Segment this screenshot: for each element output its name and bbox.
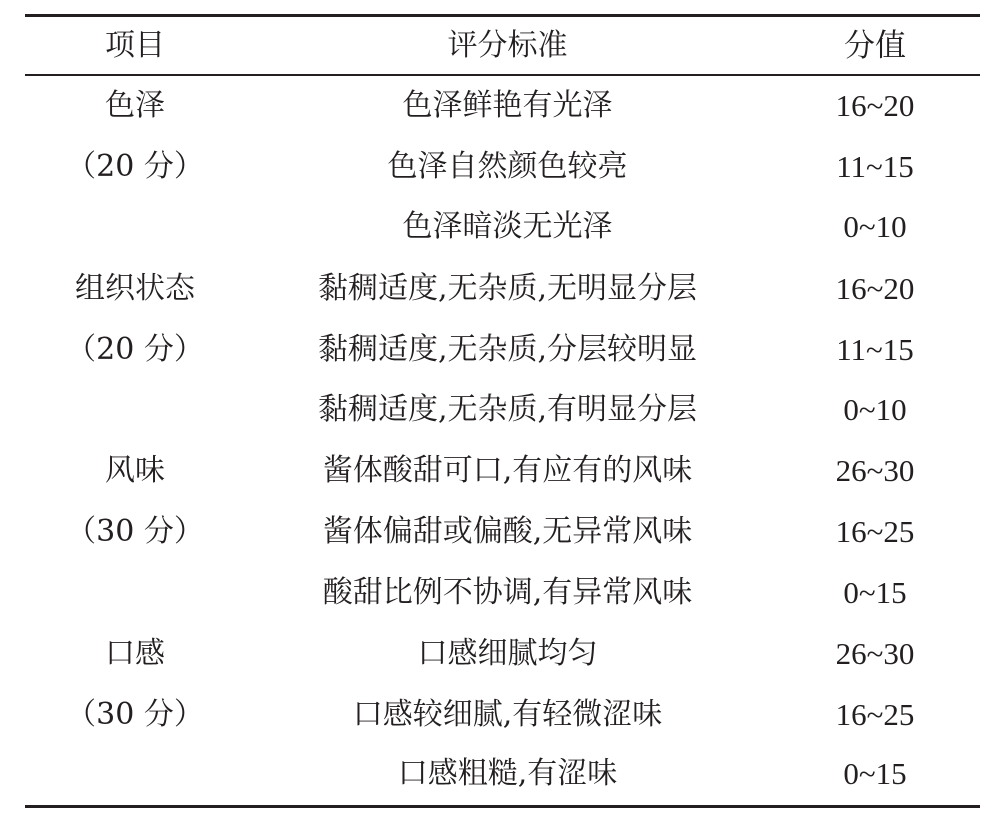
row-criteria: 口感粗糙,有涩味 [397, 756, 618, 791]
row-item-label [25, 196, 245, 257]
row-score: 0~10 [843, 392, 907, 427]
row-criteria: 黏稠适度,无杂质,有明显分层 [317, 392, 698, 427]
row-item-label: 口感 [105, 636, 165, 671]
row-score: 0~10 [843, 209, 907, 244]
row-score: 11~15 [836, 332, 914, 367]
row-criteria: 酸甜比例不协调,有异常风味 [322, 575, 693, 610]
row-score: 0~15 [843, 575, 907, 610]
row-item-label: 色泽 [105, 88, 165, 123]
row-criteria: 酱体酸甜可口,有应有的风味 [322, 453, 693, 488]
header-criteria: 评分标准 [447, 28, 568, 63]
row-item-label: （30 分） [66, 514, 204, 549]
row-score: 16~20 [835, 88, 915, 123]
row-item-label [25, 379, 245, 440]
row-criteria: 口感细腻均匀 [417, 636, 598, 671]
row-item-label: （20 分） [66, 332, 204, 367]
row-criteria: 黏稠适度,无杂质,分层较明显 [317, 332, 698, 367]
row-item-label [25, 743, 245, 804]
row-score: 0~15 [843, 756, 907, 791]
header-score: 分值 [844, 28, 906, 63]
row-criteria: 色泽暗淡无光泽 [402, 209, 613, 244]
header-item: 项目 [105, 28, 165, 63]
row-item-label: 组织状态 [75, 271, 195, 306]
row-criteria: 口感较细腻,有轻微涩味 [352, 697, 663, 732]
row-score: 26~30 [835, 453, 915, 488]
row-score: 26~30 [835, 636, 915, 671]
row-criteria: 酱体偏甜或偏酸,无异常风味 [322, 514, 693, 549]
table-bottom-rule [25, 805, 980, 808]
row-score: 16~25 [835, 697, 915, 732]
row-criteria: 黏稠适度,无杂质,无明显分层 [317, 271, 698, 306]
row-criteria: 色泽自然颜色较亮 [387, 149, 628, 184]
row-item-label: （20 分） [66, 149, 204, 184]
row-criteria: 色泽鲜艳有光泽 [402, 88, 613, 123]
row-score: 16~20 [835, 271, 915, 306]
row-score: 16~25 [835, 514, 915, 549]
row-score: 11~15 [836, 149, 914, 184]
row-item-label: 风味 [105, 453, 165, 488]
row-item-label [25, 562, 245, 623]
row-item-label: （30 分） [66, 697, 204, 732]
